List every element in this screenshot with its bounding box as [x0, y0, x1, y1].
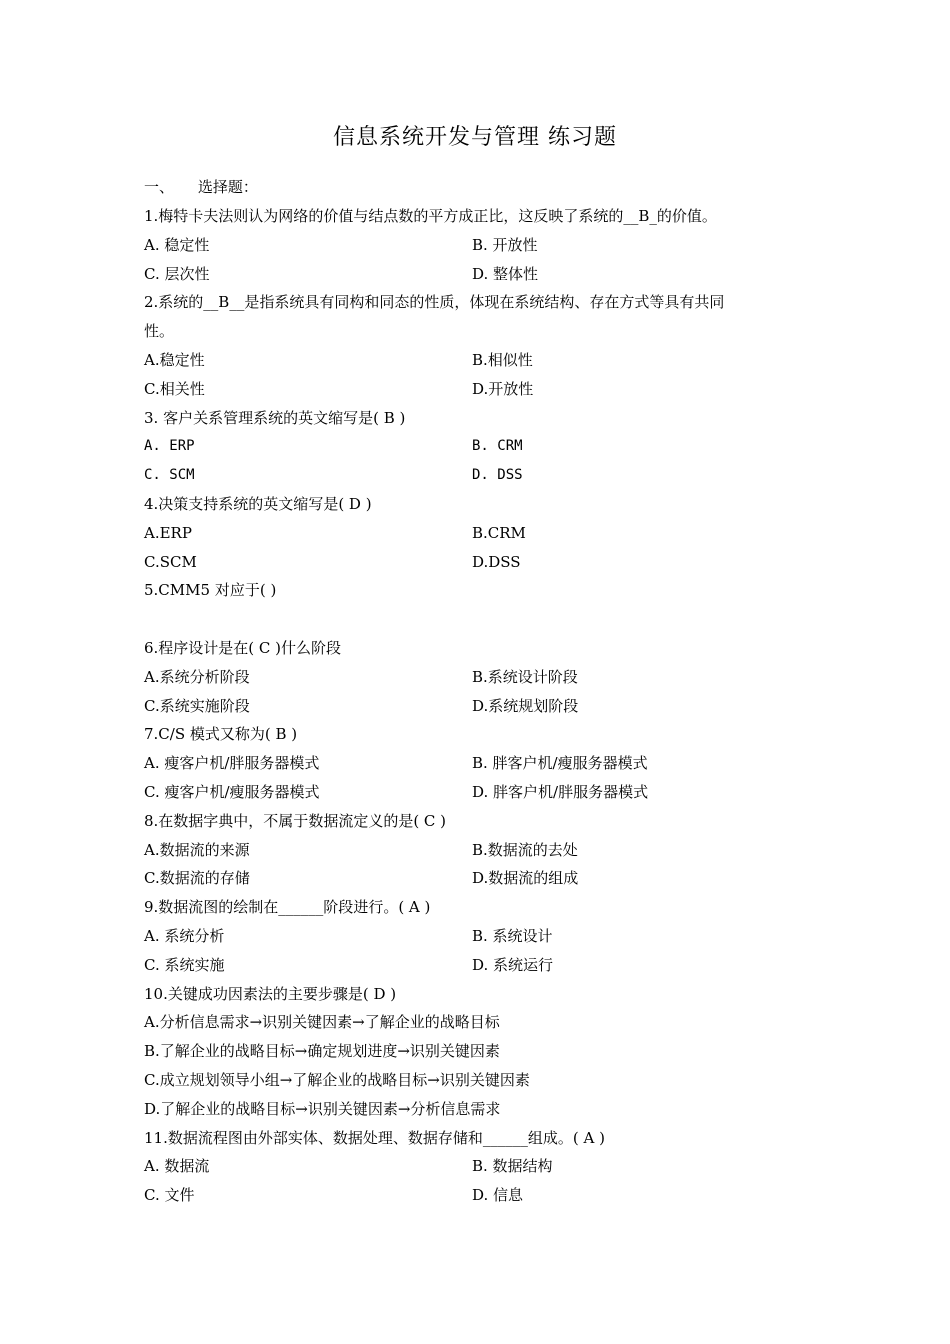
- option-row: [144, 749, 824, 778]
- option-row: [144, 548, 824, 577]
- page-title: 信息系统开发与管理 练习题: [333, 125, 617, 150]
- option-row: [144, 778, 824, 807]
- question-stem: 4.决策支持系统的英文缩写是( D ): [144, 494, 372, 513]
- option-c: C.数据流的存储: [144, 869, 250, 888]
- question-list: [144, 202, 824, 1210]
- option-d: D.开放性: [472, 379, 534, 398]
- question-stem: 3. 客户关系管理系统的英文缩写是( B ): [144, 408, 406, 427]
- option-d: D.数据流的组成: [472, 869, 579, 888]
- option-a: A.稳定性: [144, 350, 205, 369]
- option-row: [144, 346, 824, 375]
- question-stem: 5.CMM5 对应于( ): [144, 581, 277, 600]
- option-d: D.了解企业的战略目标→识别关键因素→分析信息需求: [144, 1099, 501, 1118]
- option-b: B.相似性: [472, 350, 533, 369]
- option-b: B.系统设计阶段: [472, 667, 578, 686]
- option-b: B. 开放性: [472, 235, 538, 254]
- option-c: C. SCM: [144, 467, 195, 484]
- option-d: D. 整体性: [472, 264, 539, 283]
- option-row: [144, 864, 824, 893]
- option-d: D. 信息: [472, 1186, 524, 1205]
- option-b: B. 系统设计: [472, 926, 553, 945]
- section-heading: 一、 选择题：: [144, 178, 258, 196]
- option-row: [144, 432, 824, 461]
- option-c: C. 层次性: [144, 264, 210, 283]
- option-d: D. 系统运行: [472, 955, 554, 974]
- option-row: [144, 461, 824, 490]
- question-stem: 7.C/S 模式又称为( B ): [144, 725, 298, 744]
- option-row: [144, 836, 824, 865]
- question-stem: 11.数据流程图由外部实体、数据处理、数据存储和______组成。( A ): [144, 1128, 605, 1147]
- option-c: C. 系统实施: [144, 955, 225, 974]
- question-stem: 6.程序设计是在( C )什么阶段: [144, 638, 342, 657]
- option-b: B. CRM: [472, 438, 523, 455]
- option-b: B. 胖客户机/瘦服务器模式: [472, 754, 648, 773]
- question-stem-continued: 性。: [144, 322, 175, 341]
- option-c: C.相关性: [144, 379, 205, 398]
- option-row: [144, 1152, 824, 1181]
- option-c: C. 文件: [144, 1186, 195, 1205]
- option-row: [144, 922, 824, 951]
- option-d: D. 胖客户机/胖服务器模式: [472, 782, 649, 801]
- question-stem: 10.关键成功因素法的主要步骤是( D ): [144, 984, 397, 1003]
- option-d: D. DSS: [472, 467, 523, 484]
- question-stem: 8.在数据字典中，不属于数据流定义的是( C ): [144, 811, 447, 830]
- option-b: B. 数据结构: [472, 1157, 553, 1176]
- option-row: [144, 260, 824, 289]
- option-a: A.数据流的来源: [144, 840, 250, 859]
- option-d: D.DSS: [472, 552, 521, 571]
- question-stem: 2.系统的__B__是指系统具有同构和同态的性质，体现在系统结构、存在方式等具有共同: [144, 293, 725, 312]
- option-b: B.CRM: [472, 523, 526, 542]
- option-row: [144, 231, 824, 260]
- option-c: C.成立规划领导小组→了解企业的战略目标→识别关键因素: [144, 1070, 530, 1089]
- option-a: A.分析信息需求→识别关键因素→了解企业的战略目标: [144, 1013, 500, 1032]
- option-a: A. 瘦客户机/胖服务器模式: [144, 754, 320, 773]
- option-a: A. ERP: [144, 438, 195, 455]
- option-c: C.SCM: [144, 552, 197, 571]
- option-d: D.系统规划阶段: [472, 696, 579, 715]
- option-row: [144, 951, 824, 980]
- option-row: [144, 375, 824, 404]
- option-c: C.系统实施阶段: [144, 696, 250, 715]
- question-stem: 9.数据流图的绘制在______阶段进行。( A ): [144, 898, 431, 917]
- option-a: A. 系统分析: [144, 926, 225, 945]
- option-b: B.数据流的去处: [472, 840, 578, 859]
- option-a: A.系统分析阶段: [144, 667, 250, 686]
- option-row: [144, 519, 824, 548]
- option-row: [144, 663, 824, 692]
- option-b: B.了解企业的战略目标→确定规划进度→识别关键因素: [144, 1042, 500, 1061]
- question-stem: 1.梅特卡夫法则认为网络的价值与结点数的平方成正比，这反映了系统的__B_的价值。: [144, 207, 717, 225]
- option-a: A. 数据流: [144, 1157, 210, 1176]
- option-c: C. 瘦客户机/瘦服务器模式: [144, 782, 320, 801]
- option-a: A. 稳定性: [144, 235, 210, 254]
- blank-line: [144, 605, 824, 634]
- option-row: [144, 692, 824, 721]
- option-a: A.ERP: [144, 523, 192, 542]
- option-row: [144, 1181, 824, 1210]
